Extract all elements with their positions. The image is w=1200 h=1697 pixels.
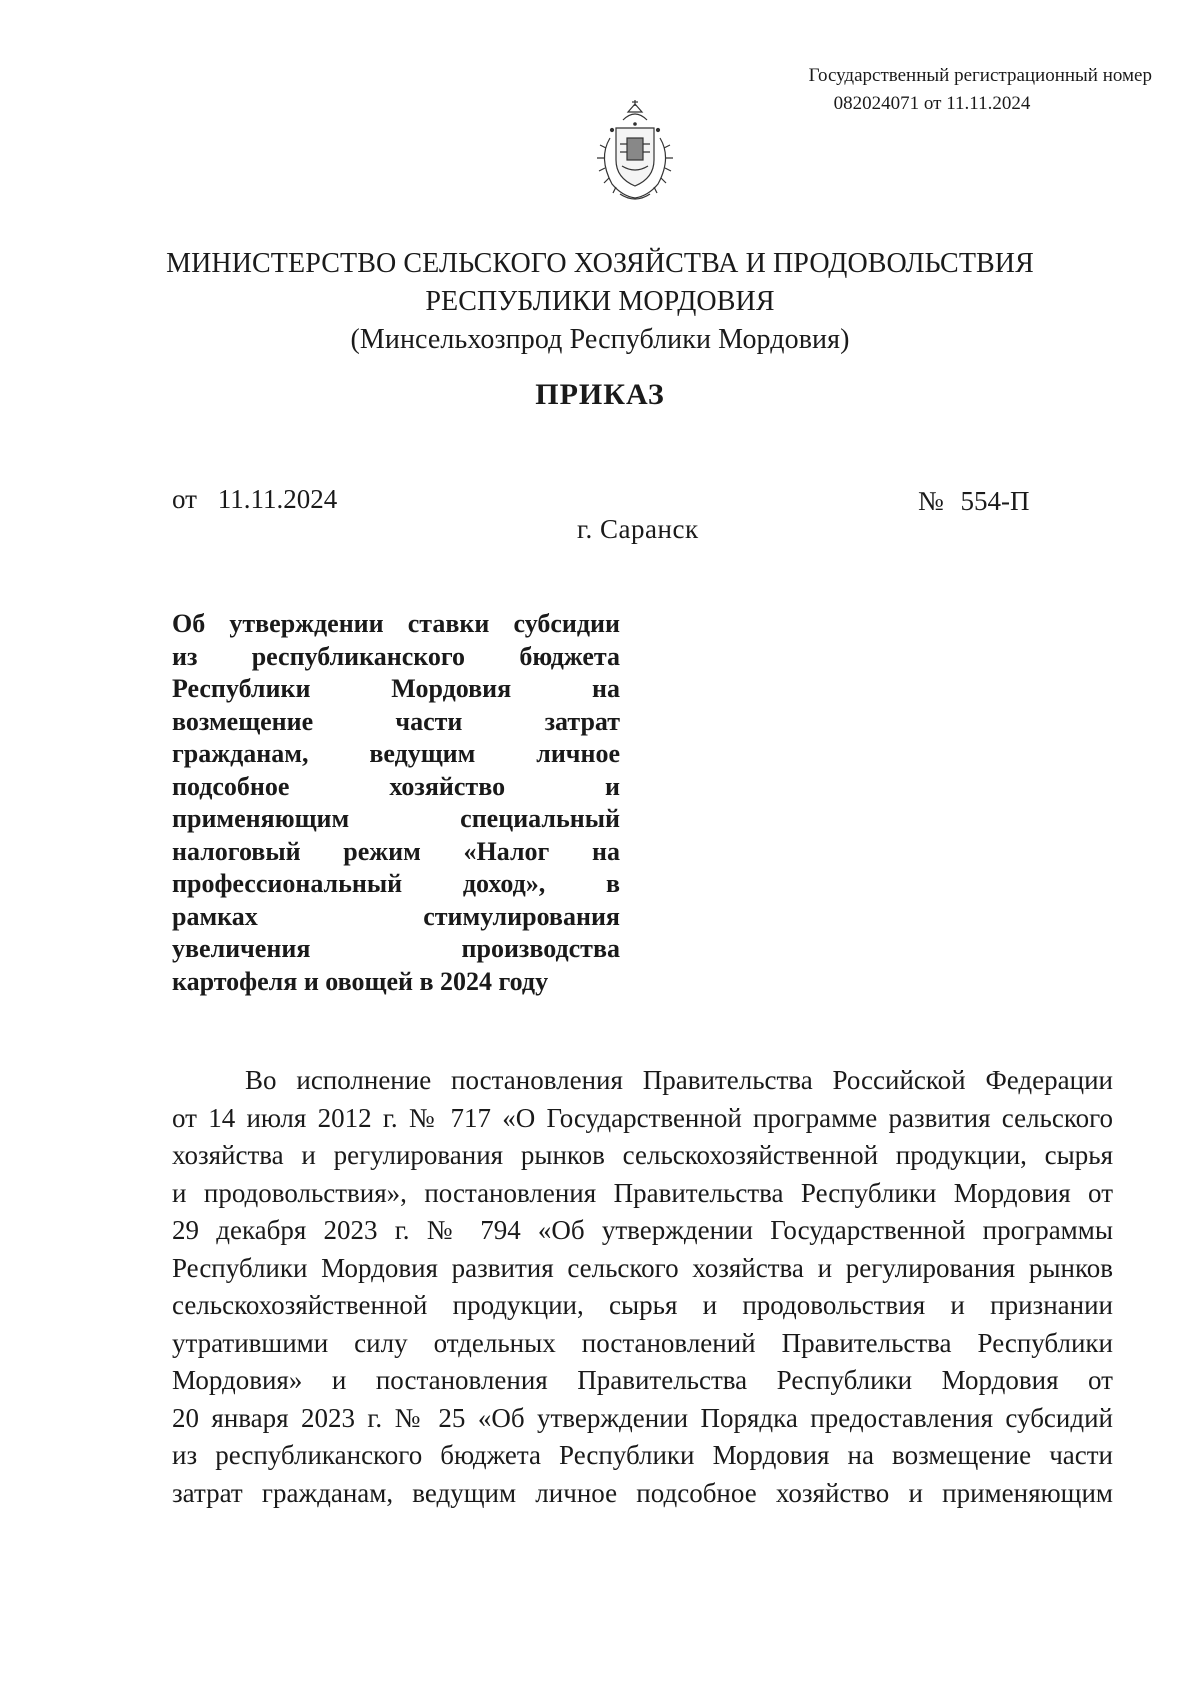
ministry-short-name: (Минсельхозпрод Республики Мордовия) [350,324,850,355]
subject-line: увеличения производства [172,934,620,963]
body-line: и продовольствия», постановления Правительства Республики Мордовия от [172,1177,1113,1208]
number-sign: № [918,486,944,516]
body-line: от 14 июля 2012 г. № 717 «О Государственной программе развития сельского [172,1102,1113,1133]
order-body [172,1062,1113,1512]
subject-line: из республиканского бюджета [172,641,620,671]
city: г. Саранск [577,514,699,544]
registration-number: 082024071 от 11.11.2024 [833,93,1031,114]
subject-line: картофеля и овощей в 2024 году [172,966,549,996]
body-line: из республиканского бюджета Республики Мордовия на возмещение части [172,1440,1113,1470]
order-subject [172,608,620,998]
document-type-title: ПРИКАЗ [535,378,665,411]
subject-line: профессиональный доход», в [172,869,620,898]
body-line: затрат гражданам, ведущим личное подсобное хозяйство и применяющим [172,1477,1113,1508]
subject-line: рамках стимулирования [172,901,620,931]
body-line: хозяйства и регулирования рынков сельскохозяйственной продукции, сырья [172,1140,1113,1170]
body-line: Мордовия» и постановления Правительства Республики Мордовия от [172,1365,1113,1395]
ministry-header [0,245,1200,359]
subject-line: Республики Мордовия на [172,674,620,703]
ministry-name-line2: РЕСПУБЛИКИ МОРДОВИЯ [425,286,775,317]
order-date [172,484,337,515]
order-number [918,486,1030,517]
date-prefix: от [172,484,197,514]
subject-line: Об утверждении ставки субсидии [172,609,620,638]
registration-label: Государственный регистрационный номер [808,65,1152,86]
body-line: 29 декабря 2023 г. № 794 «Об утверждении Государственной программы [172,1215,1113,1245]
body-line: Республики Мордовия развития сельского хозяйства и регулирования рынков [172,1252,1113,1283]
coat-of-arms-emblem-icon [590,98,680,208]
subject-line: гражданам, ведущим личное [172,739,620,768]
body-line: утратившими силу отдельных постановлений Правительства Республики [172,1327,1113,1358]
subject-line: подсобное хозяйство и [172,771,620,801]
registration-stamp [732,62,1152,118]
ministry-name-line1: МИНИСТЕРСТВО СЕЛЬСКОГО ХОЗЯЙСТВА И ПРОДОВОЛЬСТВИЯ [166,248,1034,279]
body-line: сельскохозяйственной продукции, сырья и продовольствия и признании [172,1290,1113,1320]
subject-line: возмещение части затрат [172,706,620,736]
body-line: 20 января 2023 г. № 25 «Об утверждении Порядка предоставления субсидий [172,1402,1113,1433]
body-line: Во исполнение постановления Правительства Российской Федерации [245,1065,1113,1095]
subject-line: налоговый режим «Налог на [172,836,620,866]
subject-line: применяющим специальный [172,804,620,833]
date-value: 11.11.2024 [217,484,338,514]
number-value: 554-П [960,486,1030,516]
